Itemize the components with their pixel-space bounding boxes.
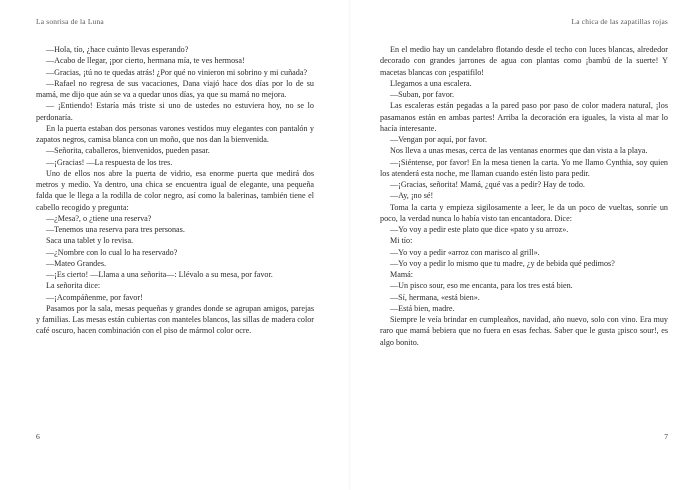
right-page [370,0,680,490]
paragraph: —Yo voy a pedir lo mismo que tu madre, ¿y de bebida qué pedimos? [390,258,615,268]
paragraph: Saca una tablet y lo revisa. [46,236,134,246]
right-page-number: 7 [664,432,668,441]
paragraph: —Está bien, madre. [390,303,455,313]
left-page [20,0,330,490]
paragraph: —¿Mesa?, o ¿tiene una reserva? [46,213,152,223]
paragraph: —Gracias, ¡tú no te quedas atrás! ¿Por qué no vinieron mi sobrino y mi cuñada? [46,67,308,77]
paragraph: Uno de ellos nos abre la puerta de vidrio, esa enorme puerta que medirá dos metros y medio. Ya dentro, una chica se encuentra igual de elegante, una pequeña falda que le llega a la rodilla de color negro, así como la balerinas, también tiene el cabello recogido y pregunta: [36,168,314,212]
right-page-body [380,44,668,348]
paragraph: Siempre le veía brindar en cumpleaños, navidad, año nuevo, solo con vino. Era muy raro que mamá bebiera que no fuera en esas fechas. Saber que le gusta ¡pisco sour!, es algo bonito. [380,315,668,347]
paragraph: En la puerta estaban dos personas varones vestidos muy elegantes con pantalón y zapatos negros, camisa blanca con un moño, que nos dan la bienvenida. [36,123,314,144]
paragraph: —Rafael no regresa de sus vacaciones, Dana viajó hace dos días por lo de su mamá, me dijo que aún se va a quedar unos días, ya que su mamá no mejora. [36,78,314,99]
paragraph: —Ay, ¡no sé! [390,191,434,201]
gutter-divider [349,0,351,490]
paragraph: —¡Siéntense, por favor! En la mesa tienen la carta. Yo me llamo Cynthia, soy quien los atenderá esta noche, me llaman cuando estén listo para pedir. [380,157,668,178]
paragraph: —Señorita, caballeros, bienvenidos, pueden pasar. [46,146,210,156]
paragraph: Nos lleva a unas mesas, cerca de las ventanas enormes que dan vista a la playa. [390,146,648,156]
paragraph: Toma la carta y empieza sigilosamente a leer, le da un poco de vueltas, sonríe un poco, la verdad nunca lo había visto tan encantadora. Dice: [380,202,668,223]
paragraph: —Yo voy a pedir este plato que dice «pato y su arroz». [390,225,569,234]
paragraph: —Tenemos una reserva para tres personas. [46,225,185,234]
paragraph: — ¡Entiendo! Estaría más triste si uno de ustedes no estuviera hoy, no se lo perdonaría. [36,101,314,122]
paragraph: —¡Gracias, señorita! Mamá, ¿qué vas a pedir? Hay de todo. [390,180,585,189]
paragraph: Pasamos por la sala, mesas pequeñas y grandes donde se agrupan amigos, parejas y familias. Las mesas están cubiertas con manteles blancos, las sillas de madera color café oscuro, hacen combinación con el piso de mármol color ocre. [36,303,314,336]
paragraph: —¿Nombre con lo cual lo ha reservado? [46,247,178,257]
paragraph: —Yo voy a pedir «arroz con marisco al grill». [390,247,540,257]
left-running-head: La sonrisa de la Luna [36,17,104,26]
paragraph: En el medio hay un candelabro flotando desde el techo con luces blancas, alrededor decorado con grandes jarrones de agua con plantas como ¡bambú de la suerte! Y macetas blancas con ¡espatifilo! [380,45,668,77]
paragraph: Las escaleras están pegadas a la pared paso por paso de color madera natural, ¡los pasamanos están en ambas partes! Arriba la decoración era iguales, la vista al mar lo hacía interesante. [380,101,668,133]
paragraph: —Vengan por aquí, por favor. [390,135,488,144]
left-page-body [36,44,314,337]
paragraph: —¡Gracias! —La respuesta de los tres. [46,157,173,167]
paragraph: —Sí, hermana, «está bien». [390,292,480,302]
paragraph: —¡Acompáñenme, por favor! [46,292,143,302]
paragraph: —Un pisco sour, eso me encanta, para los tres está bien. [390,281,573,291]
paragraph: Llegamos a una escalera. [390,78,472,88]
paragraph: —Hola, tío, ¿hace cuánto llevas esperando? [46,45,189,54]
paragraph: —Acabo de llegar, ¡por cierto, hermana mía, te ves hermosa! [46,56,245,66]
paragraph: Mi tío: [390,236,413,246]
paragraph: La señorita dice: [46,281,101,291]
left-page-number: 6 [36,432,40,441]
paragraph: —¡Es cierto! —Llama a una señorita—: Llévalo a su mesa, por favor. [46,270,273,279]
right-running-head: La chica de las zapatillas rojas [571,17,668,26]
paragraph: Mamá: [390,270,414,279]
paragraph: —Suban, por favor. [390,90,455,99]
paragraph: —Mateo Grandes. [46,258,107,268]
